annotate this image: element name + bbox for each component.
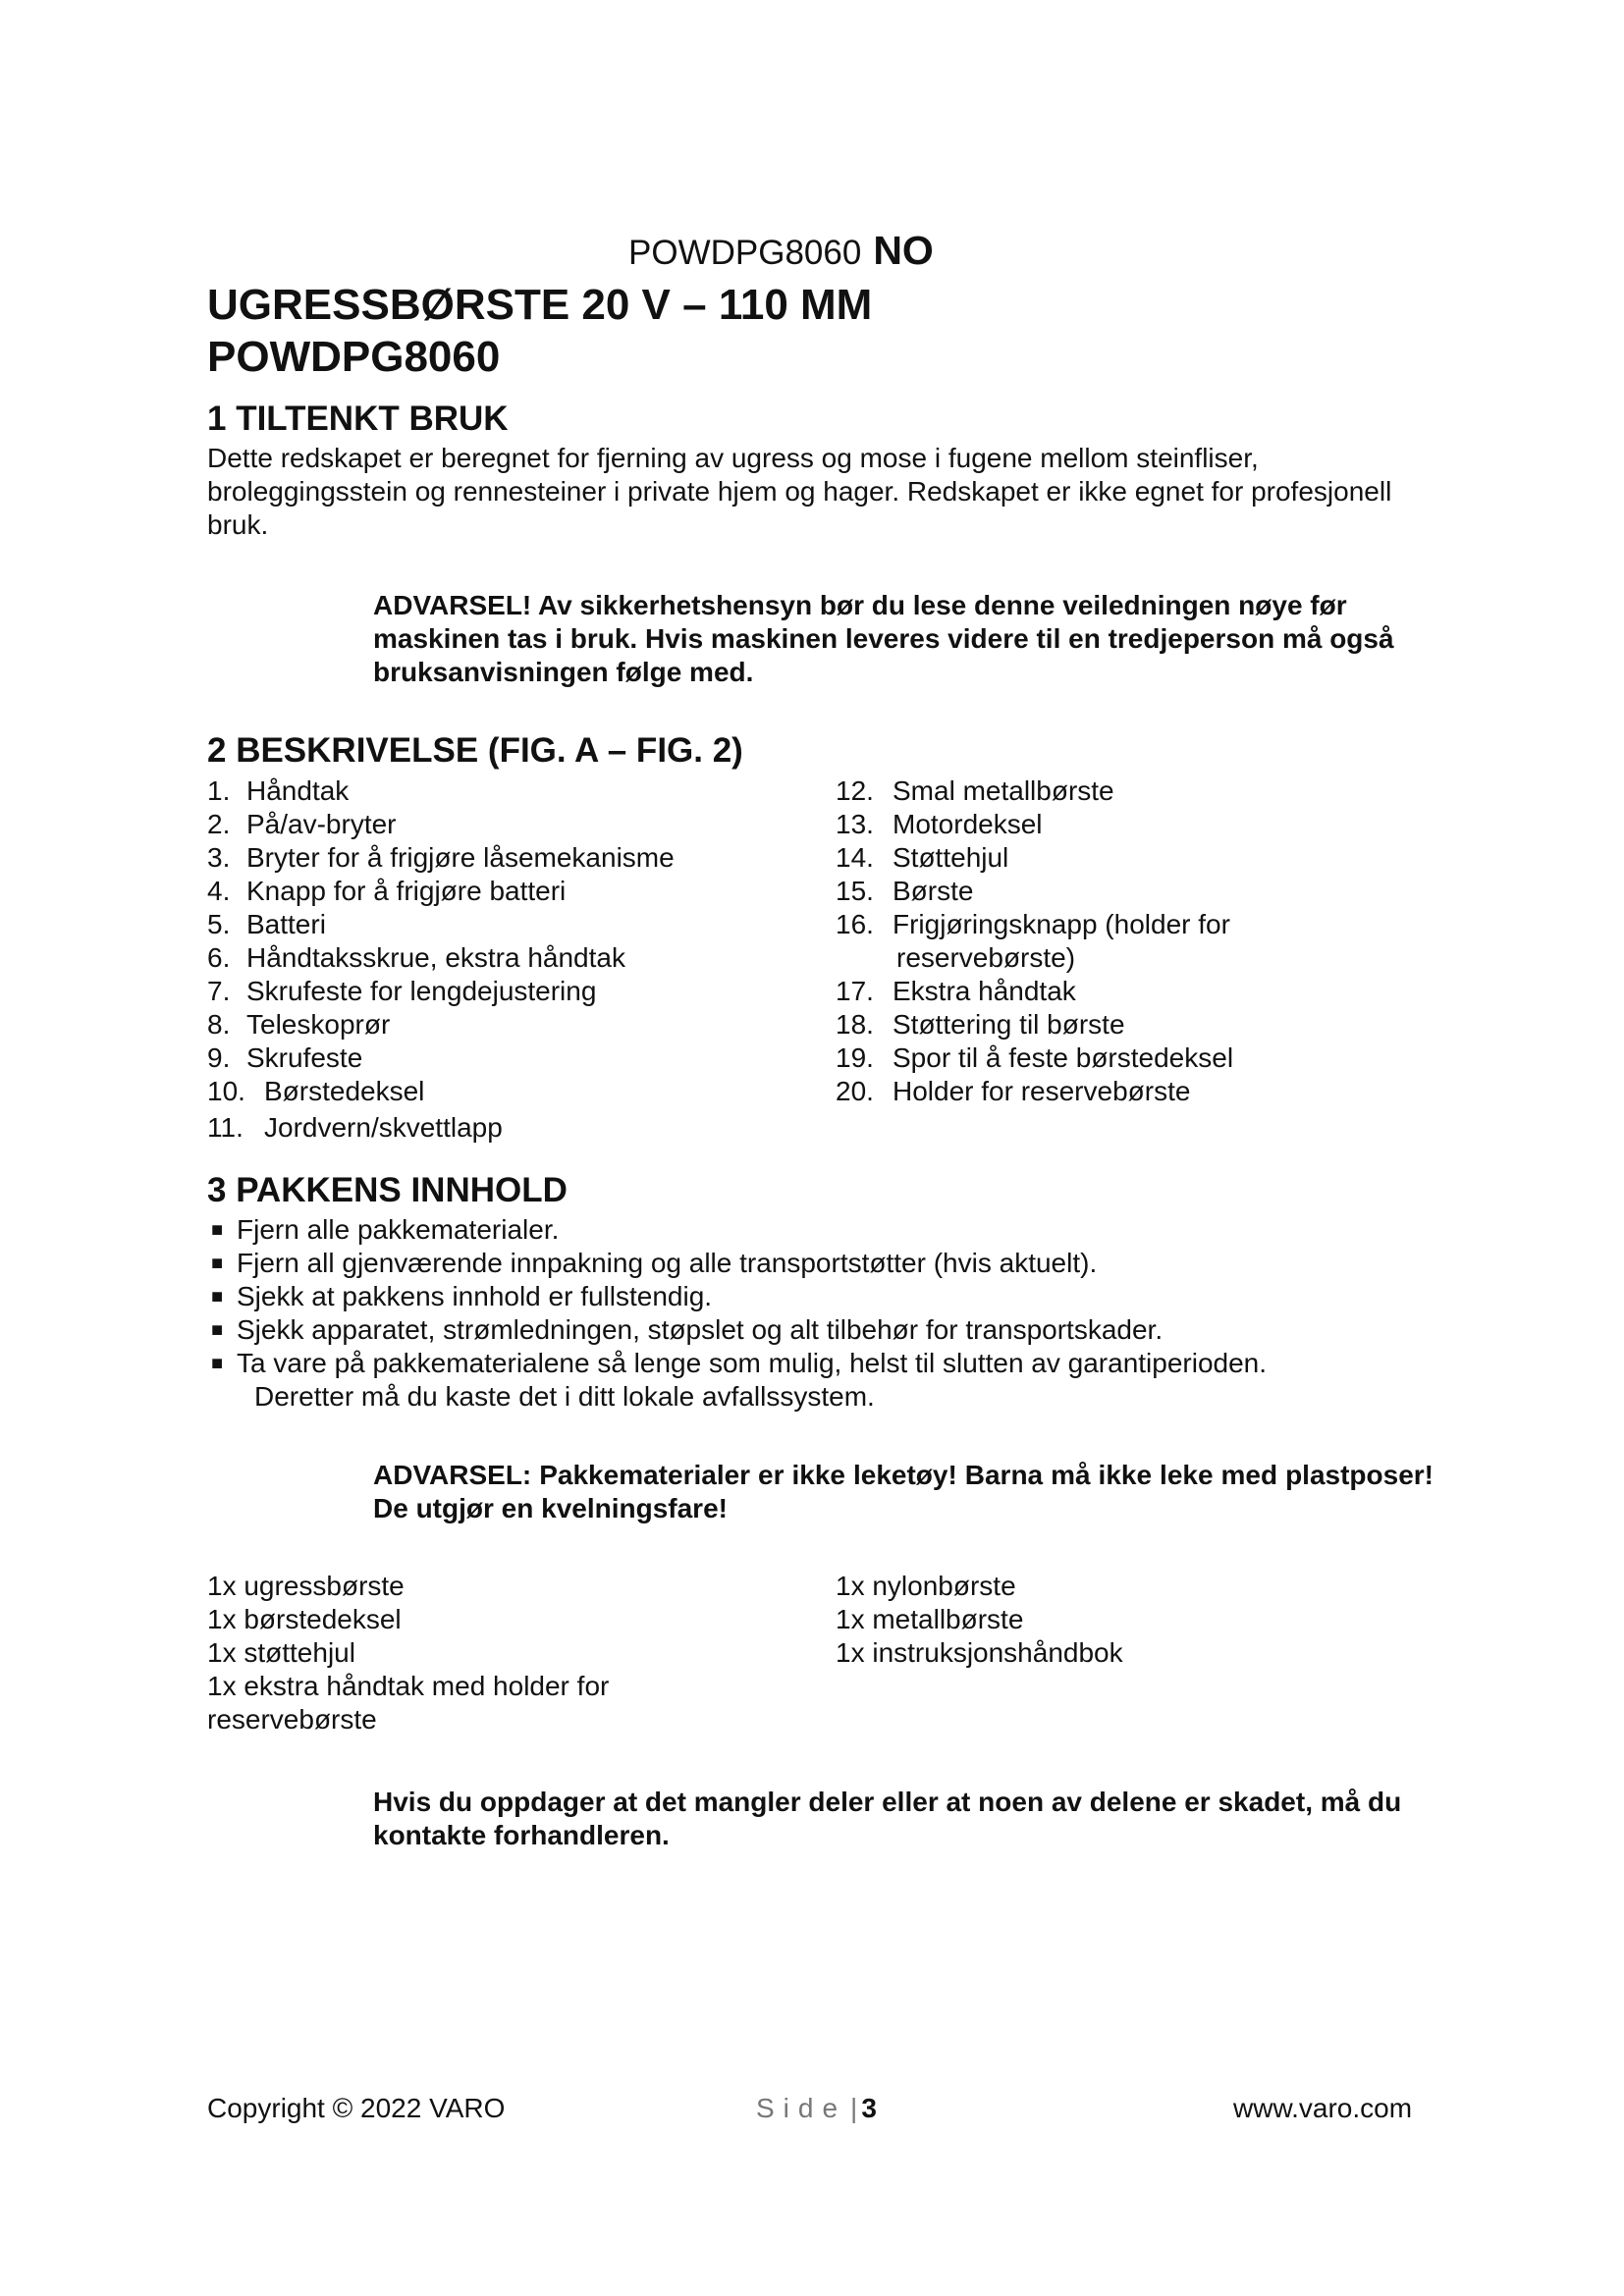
list-item: 12. Smal metallbørste — [836, 775, 1114, 806]
list-item: 11. Jordvern/skvettlapp — [207, 1112, 503, 1143]
model-code: POWDPG8060 — [628, 234, 862, 272]
bullet-icon: ■ — [211, 1253, 224, 1274]
language-code: NO — [873, 228, 934, 273]
list-item: 1x ugressbørste — [207, 1571, 405, 1601]
footer-website: www.varo.com — [1233, 2093, 1413, 2123]
list-item: ■ Fjern all gjenværende innpakning og alle transportstøtter (hvis aktuelt). — [211, 1248, 1098, 1278]
list-item: 5. Batteri — [207, 909, 326, 939]
list-item: 1x ekstra håndtak med holder for reservebørste — [207, 1671, 610, 1735]
footer-page-number — [756, 2093, 877, 2124]
list-item: 1x støttehjul — [207, 1637, 355, 1668]
packing-instructions-list — [207, 1213, 1444, 1414]
description-list-right — [836, 774, 1385, 1108]
package-contents-right — [836, 1570, 1326, 1670]
list-item: 1x børstedeksel — [207, 1604, 402, 1634]
page-number: 3 — [861, 2093, 877, 2123]
list-item: ■ Ta vare på pakkematerialene så lenge som mulig, helst til slutten av garantiperioden. Deretter må du kaste det i ditt lokale avfallssystem. — [211, 1348, 1268, 1412]
bullet-icon: ■ — [211, 1286, 224, 1308]
section-1-warning: ADVARSEL! Av sikkerhetshensyn bør du lese denne veiledningen nøye før maskinen tas i bruk. Hvis maskinen leveres videre til en tredjeperson må også bruksanvisningen følge med. — [373, 590, 1394, 687]
list-item: 2. På/av-bryter — [207, 809, 397, 839]
list-item: 1x metallbørste — [836, 1604, 1024, 1634]
bullet-icon: ■ — [211, 1353, 224, 1374]
document-header — [628, 228, 934, 274]
list-item: 7. Skrufeste for lengdejustering — [207, 976, 597, 1006]
page-separator: | — [850, 2093, 858, 2123]
list-item: 16. Frigjøringsknapp (holder for reservebørste) — [836, 909, 1230, 973]
section-3-warning: ADVARSEL: Pakkematerialer er ikke leketøy! Barna må ikke leke med plastposer! De utgjør en kvelningsfare! — [373, 1460, 1434, 1523]
list-item: 19. Spor til å feste børstedeksel — [836, 1042, 1234, 1073]
list-item: 17. Ekstra håndtak — [836, 976, 1076, 1006]
list-item: 10. Børstedeksel — [207, 1076, 425, 1106]
list-item: 18. Støttering til børste — [836, 1009, 1125, 1040]
bullet-icon: ■ — [211, 1219, 224, 1241]
list-item: 13. Motordeksel — [836, 809, 1043, 839]
title-line-2: POWDPG8060 — [207, 333, 501, 381]
missing-parts-notice: Hvis du oppdager at det mangler deler eller at noen av delene er skadet, må du kontakte forhandleren. — [373, 1787, 1402, 1850]
section-1-text: Dette redskapet er beregnet for fjerning av ugress og mose i fugene mellom steinfliser, broleggingsstein og rennesteiner i private hjem og hager. Redskapet er ikke egnet for profesjonell bruk. — [207, 443, 1392, 540]
description-list-left — [207, 774, 796, 1145]
list-item: 20. Holder for reservebørste — [836, 1076, 1191, 1106]
list-item: 8. Teleskoprør — [207, 1009, 391, 1040]
list-item: 14. Støttehjul — [836, 842, 1009, 873]
list-item: 3. Bryter for å frigjøre låsemekanisme — [207, 842, 675, 873]
list-item: 1x instruksjonshåndbok — [836, 1637, 1123, 1668]
footer-copyright: Copyright © 2022 VARO — [207, 2093, 506, 2123]
list-item: 1x nylonbørste — [836, 1571, 1016, 1601]
list-item: 4. Knapp for å frigjøre batteri — [207, 876, 567, 906]
section-2-heading: 2 BESKRIVELSE (FIG. A – FIG. 2) — [207, 731, 743, 770]
document-title — [207, 279, 872, 383]
list-item: ■ Sjekk at pakkens innhold er fullstendig. — [211, 1281, 713, 1311]
title-line-1: UGRESSBØRSTE 20 V – 110 MM — [207, 281, 873, 329]
list-item: 6. Håndtaksskrue, ekstra håndtak — [207, 942, 625, 973]
list-item: 15. Børste — [836, 876, 974, 906]
package-contents-left — [207, 1570, 698, 1736]
list-item: ■ Sjekk apparatet, strømledningen, støpslet og alt tilbehør for transportskader. — [211, 1314, 1164, 1345]
list-item: ■ Fjern alle pakkematerialer. — [211, 1214, 560, 1245]
bullet-icon: ■ — [211, 1319, 224, 1341]
section-1-heading: 1 TILTENKT BRUK — [207, 400, 509, 438]
list-item: 1. Håndtak — [207, 775, 350, 806]
section-3-heading: 3 PAKKENS INNHOLD — [207, 1171, 568, 1209]
list-item: 9. Skrufeste — [207, 1042, 363, 1073]
page-label: Side — [756, 2093, 847, 2123]
